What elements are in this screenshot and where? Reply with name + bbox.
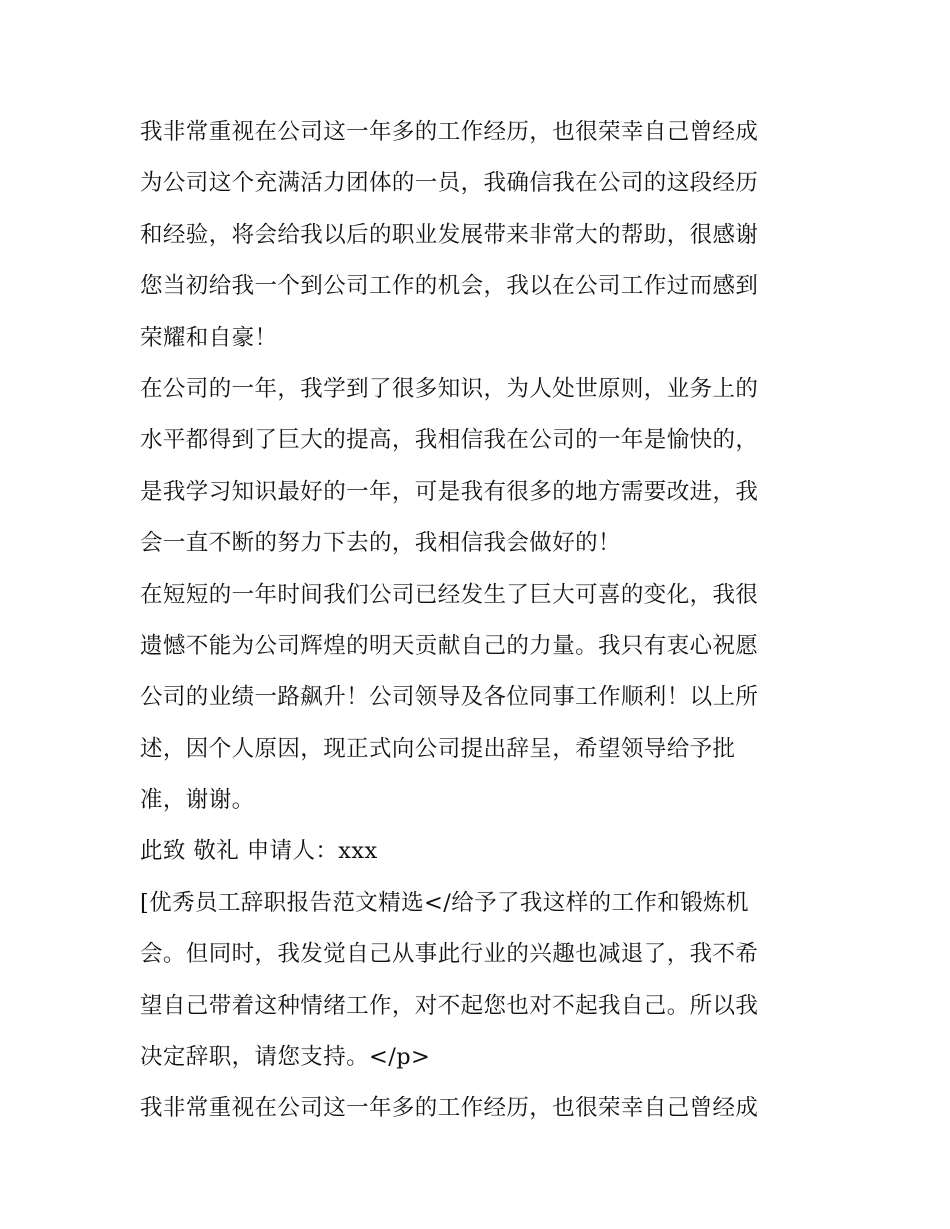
text-line: 公司的业绩一路飙升！公司领导及各位同事工作顺利！以上所 — [140, 684, 759, 711]
signature-line: 此致 敬礼 申请人：xxx — [140, 838, 378, 865]
text-line: 您当初给我一个到公司工作的机会，我以在公司工作过而感到 — [140, 273, 759, 300]
text-line: 决定辞职，请您支持。</p> — [140, 1044, 431, 1071]
text-line: 水平都得到了巨大的提高，我相信我在公司的一年是愉快的， — [140, 427, 759, 454]
text-line: 望自己带着这种情绪工作，对不起您也对不起我自己。所以我 — [140, 992, 759, 1019]
text-line: 准，谢谢。 — [140, 787, 255, 814]
text-line: 会一直不断的努力下去的，我相信我会做好的！ — [140, 530, 621, 557]
text-line: 在公司的一年，我学到了很多知识，为人处世原则，业务上的 — [140, 375, 759, 402]
document-body — [140, 107, 820, 1135]
text-line: 我非常重视在公司这一年多的工作经历，也很荣幸自己曾经成 — [140, 1095, 759, 1122]
text-line: 我非常重视在公司这一年多的工作经历，也很荣幸自己曾经成 — [140, 119, 759, 145]
text-line: [优秀员工辞职报告范文精选</给予了我这样的工作和锻炼机 — [140, 889, 749, 916]
text-line: 在短短的一年时间我们公司已经发生了巨大可喜的变化，我很 — [140, 581, 759, 608]
text-line: 述，因个人原因，现正式向公司提出辞呈，希望领导给予批 — [140, 735, 736, 762]
text-line: 为公司这个充满活力团体的一员，我确信我在公司的这段经历 — [140, 170, 759, 197]
text-line: 荣耀和自豪！ — [140, 324, 278, 351]
text-line: 和经验，将会给我以后的职业发展带来非常大的帮助，很感谢 — [140, 221, 759, 248]
text-line: 遗憾不能为公司辉煌的明天贡献自己的力量。我只有衷心祝愿 — [140, 632, 759, 659]
text-line: 是我学习知识最好的一年，可是我有很多的地方需要改进，我 — [140, 478, 759, 505]
text-line: 会。但同时，我发觉自己从事此行业的兴趣也减退了，我不希 — [140, 941, 759, 968]
